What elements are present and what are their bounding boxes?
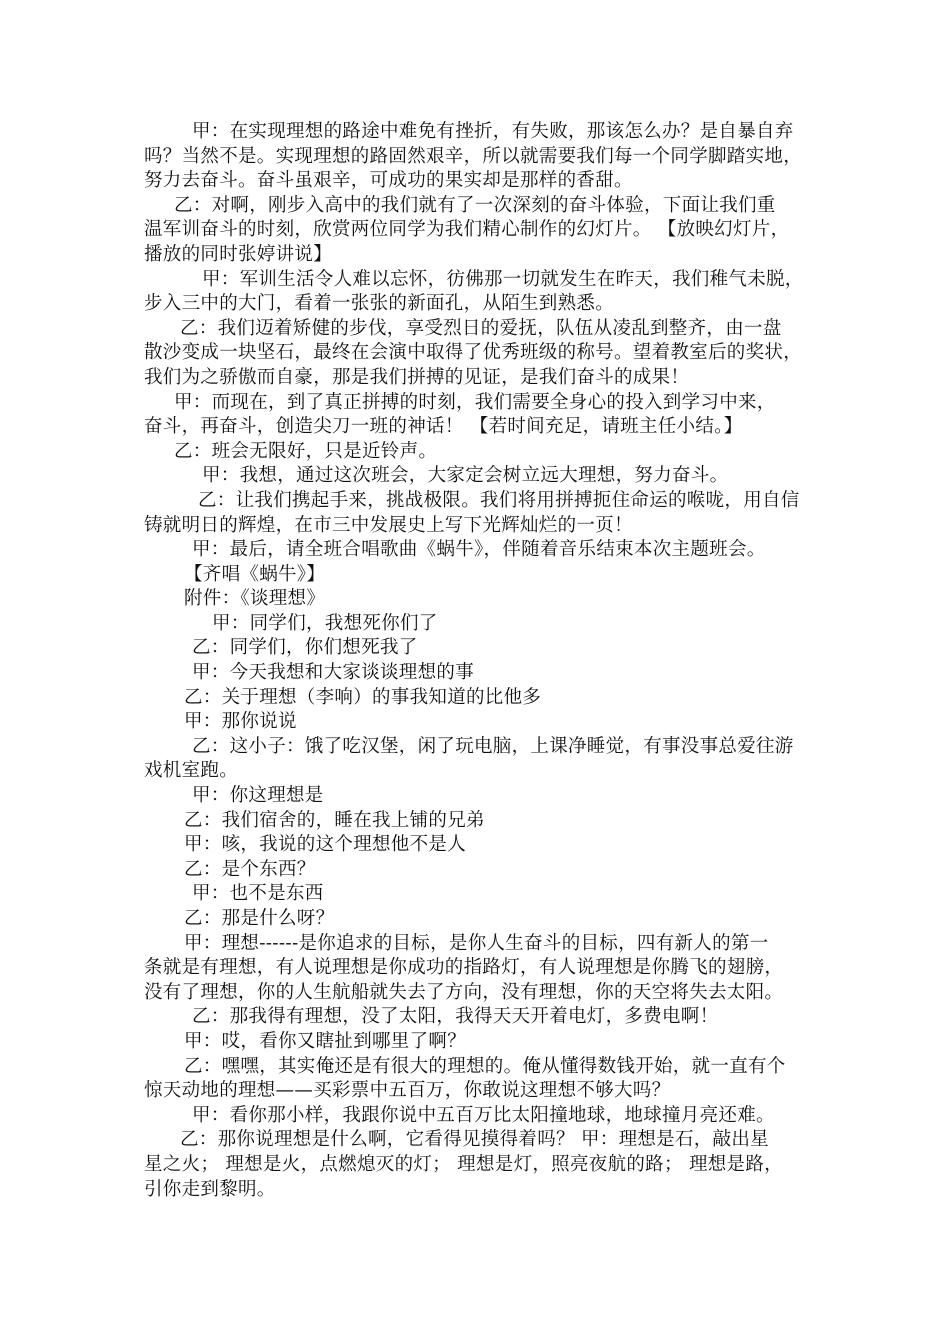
text-line: 铸就明日的辉煌，在市三中发展史上写下光辉灿烂的一页！ bbox=[144, 514, 633, 536]
text-line: 甲：那你说说 bbox=[184, 711, 297, 733]
text-line: 【齐唱《蜗牛》】 bbox=[184, 563, 326, 585]
text-line: 乙：那是什么呀？ bbox=[184, 908, 335, 929]
text-line: 温军训奋斗的时刻，欣赏两位同学为我们精心制作的幻灯片。 【放映幻灯片， bbox=[144, 219, 790, 241]
text-line: 甲：最后，请全班合唱歌曲《蜗牛》，伴随着音乐结束本次主题班会。 bbox=[192, 539, 766, 561]
text-line: 甲：在实现理想的路途中难免有挫折，有失败，那该怎么办？是自暴自弃 bbox=[192, 121, 794, 142]
text-line: 乙：那你说理想是什么啊，它看得见摸得着吗？ 甲：理想是石，敲出星 bbox=[180, 1129, 769, 1151]
text-line: 奋斗，再奋斗，创造尖刀一班的神话！ 【若时间充足，请班主任小结。】 bbox=[144, 416, 743, 438]
text-line: 努力去奋斗。奋斗虽艰辛，可成功的果实却是那样的香甜。 bbox=[144, 170, 633, 192]
text-line: 惊天动地的理想——买彩票中五百万，你敢说这理想不够大吗？ bbox=[144, 1080, 671, 1102]
text-line: 乙：让我们携起手来，挑战极限。我们将用拼搏扼住命运的喉咙，用自信 bbox=[198, 489, 800, 511]
text-line: 甲：军训生活令人难以忘怀，彷佛那一切就发生在昨天，我们稚气未脱， bbox=[202, 268, 804, 290]
text-line: 乙：对啊，刚步入高中的我们就有了一次深刻的奋斗体验，下面让我们重 bbox=[174, 194, 776, 216]
text-line: 甲：同学们，我想死你们了 bbox=[212, 612, 438, 634]
text-line: 条就是有理想，有人说理想是你成功的指路灯，有人说理想是你腾飞的翅膀， bbox=[144, 957, 784, 979]
text-line: 甲：哎，看你又瞎扯到哪里了啊？ bbox=[184, 1030, 467, 1052]
text-line: 乙：我们迈着矫健的步伐，享受烈日的爱抚，队伍从凌乱到整齐，由一盘 bbox=[180, 317, 782, 339]
text-line: 甲：咳，我说的这个理想他不是人 bbox=[184, 834, 467, 856]
text-line: 乙：这小子：饿了吃汉堡，闲了玩电脑，上课净睡觉，有事没事总爱往游 bbox=[192, 735, 794, 757]
text-line: 播放的同时张婷讲说】 bbox=[144, 243, 333, 265]
text-line: 散沙变成一块坚石，最终在会演中取得了优秀班级的称号。望着教室后的奖状， bbox=[144, 342, 803, 364]
text-line: 甲：你这理想是 bbox=[192, 785, 324, 807]
text-line: 乙：那我得有理想，没了太阳，我得天天开着电灯，多费电啊！ bbox=[192, 1006, 719, 1028]
text-line: 步入三中的大门，看着一张张的新面孔，从陌生到熟悉。 bbox=[144, 293, 615, 315]
text-line: 乙：我们宿舍的，睡在我上铺的兄弟 bbox=[184, 809, 485, 831]
document-page bbox=[144, 120, 814, 1202]
text-line: 乙：班会无限好，只是近铃声。 bbox=[174, 440, 438, 462]
text-line: 我们为之骄傲而自豪，那是我们拼搏的见证，是我们奋斗的成果！ bbox=[144, 366, 690, 388]
text-line: 甲：理想------是你追求的目标，是你人生奋斗的目标，四有新人的第一 bbox=[184, 932, 769, 954]
text-line: 引你走到黎明。 bbox=[144, 1178, 276, 1200]
text-line: 乙：关于理想（李响）的事我知道的比他多 bbox=[184, 686, 542, 708]
text-line: 甲：看你那小样，我跟你说中五百万比太阳撞地球，地球撞月亮还难。 bbox=[192, 1104, 775, 1126]
text-line: 乙：同学们，你们想死我了 bbox=[192, 637, 418, 659]
text-line: 甲：今天我想和大家谈谈理想的事 bbox=[192, 662, 475, 684]
text-line: 甲：我想，通过这次班会，大家定会树立远大理想，努力奋斗。 bbox=[202, 465, 729, 487]
text-line: 甲：也不是东西 bbox=[192, 883, 324, 905]
text-line: 甲：而现在，到了真正拼搏的时刻，我们需要全身心的投入到学习中来， bbox=[174, 391, 776, 413]
text-line: 吗？当然不是。实现理想的路固然艰辛，所以就需要我们每一个同学脚踏实地， bbox=[144, 145, 803, 167]
text-line: 星之火； 理想是火，点燃熄灭的灯； 理想是灯，照亮夜航的路； 理想是路， bbox=[144, 1153, 783, 1175]
text-line: 没有了理想，你的人生航船就失去了方向，没有理想，你的天空将失去太阳。 bbox=[144, 981, 784, 1003]
text-line: 乙：嘿嘿，其实俺还是有很大的理想的。俺从懂得数钱开始，就一直有个 bbox=[184, 1055, 786, 1077]
text-line: 附件：《谈理想》 bbox=[184, 588, 326, 610]
text-line: 戏机室跑。 bbox=[144, 760, 239, 782]
text-line: 乙：是个东西？ bbox=[184, 858, 316, 880]
